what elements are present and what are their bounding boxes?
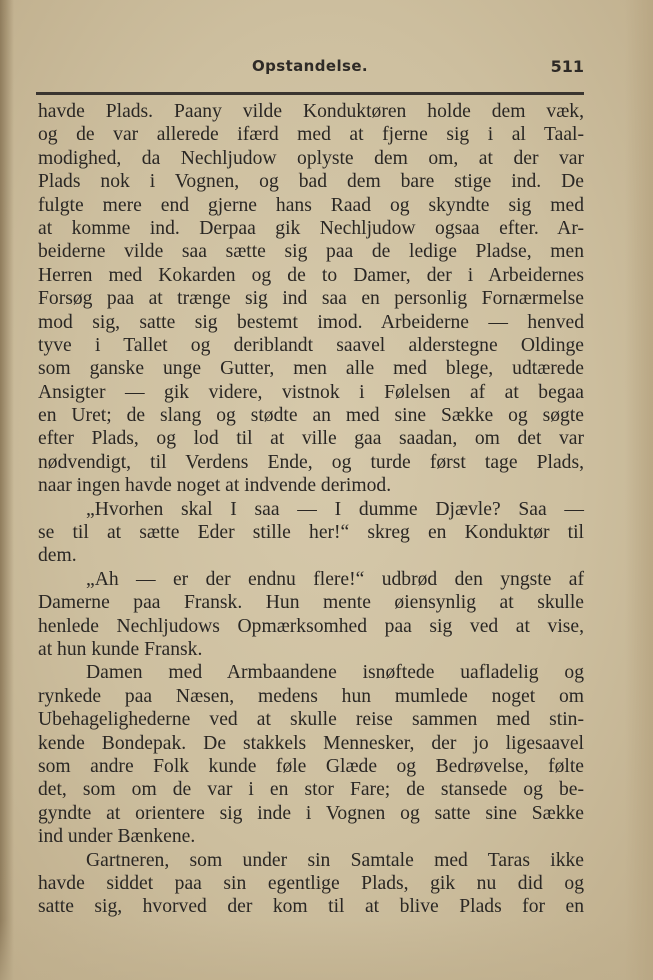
text-line: havde siddet paa sin egentlige Plads, gik nu did og: [38, 872, 584, 894]
text-line: dem.: [38, 545, 77, 567]
text-line: se til at sætte Eder stille her!“ skreg en Konduktør til: [38, 522, 584, 544]
body-text: [38, 100, 584, 919]
text-line: havde Plads. Paany vilde Konduktøren holde dem væk,: [38, 101, 584, 122]
text-line: kende Bondepak. De stakkels Mennesker, der jo ligesaavel: [38, 732, 584, 754]
text-line: rynkede paa Næsen, medens hun mumlede noget om: [38, 685, 584, 707]
running-title: Opstandelse.: [251, 57, 369, 75]
text-line: at hun kunde Fransk.: [38, 638, 203, 660]
text-line: fulgte mere end gjerne hans Raad og skyndte sig med: [38, 194, 584, 216]
text-line: og de var allerede ifærd med at fjerne sig i al Taal-: [38, 124, 584, 146]
text-line: ind under Bænkene.: [38, 826, 196, 848]
text-line: satte sig, hvorved der kom til at blive Plads for en: [38, 896, 584, 918]
header-rule: [36, 92, 584, 95]
text-line: naar ingen havde noget at indvende derimod.: [38, 475, 392, 497]
text-line: en Uret; de slang og stødte an med sine Sække og søgte: [38, 405, 584, 427]
text-line: Damen med Armbaandene isnøftede uafladelig og: [86, 662, 584, 684]
text-line: „Ah — er der endnu flere!“ udbrød den yngste af: [86, 568, 584, 590]
text-line: modighed, da Nechljudow oplyste dem om, at der var: [38, 147, 584, 169]
text-line: gyndte at orientere sig inde i Vognen og satte sine Sække: [38, 802, 584, 824]
text-line: som ganske unge Gutter, men alle med blege, udtærede: [38, 358, 584, 380]
text-line: at komme ind. Derpaa gik Nechljudow ogsaa efter. Ar-: [38, 217, 584, 239]
page-edge-shadow: [0, 920, 653, 980]
text-line: nødvendigt, til Verdens Ende, og turde først tage Plads,: [38, 451, 584, 473]
text-line: mod sig, satte sig bestemt imod. Arbeiderne — henved: [38, 311, 584, 333]
text-line: Damerne paa Fransk. Hun mente øiensynlig at skulle: [38, 592, 584, 614]
text-line: efter Plads, og lod til at ville gaa saadan, om det var: [38, 428, 584, 450]
text-line: henlede Nechljudows Opmærksomhed paa sig ved at vise,: [38, 615, 584, 637]
page-number: 511: [550, 57, 584, 76]
text-line: Ubehagelighederne ved at skulle reise sammen med stin-: [38, 709, 584, 731]
page-header: [36, 57, 584, 87]
text-line: det, som om de var i en stor Fare; de stansede og be-: [38, 779, 584, 801]
text-line: beiderne vilde saa sætte sig paa de ledige Pladse, men: [38, 241, 584, 263]
text-line: tyve i Tallet og deriblandt saavel alderstegne Oldinge: [38, 334, 584, 356]
text-line: som andre Folk kunde føle Glæde og Bedrøvelse, følte: [38, 755, 584, 777]
text-line: Plads nok i Vognen, og bad dem bare stige ind. De: [38, 171, 584, 193]
text-line: Gartneren, som under sin Samtale med Taras ikke: [86, 849, 584, 871]
text-line: „Hvorhen skal I saa — I dumme Djævle? Saa —: [86, 498, 584, 520]
text-line: Herren med Kokarden og de to Damer, der i Arbeidernes: [38, 264, 584, 286]
text-line: Forsøg paa at trænge sig ind saa en personlig Fornærmelse: [38, 288, 584, 310]
text-line: Ansigter — gik videre, vistnok i Følelsen af at begaa: [38, 381, 584, 403]
